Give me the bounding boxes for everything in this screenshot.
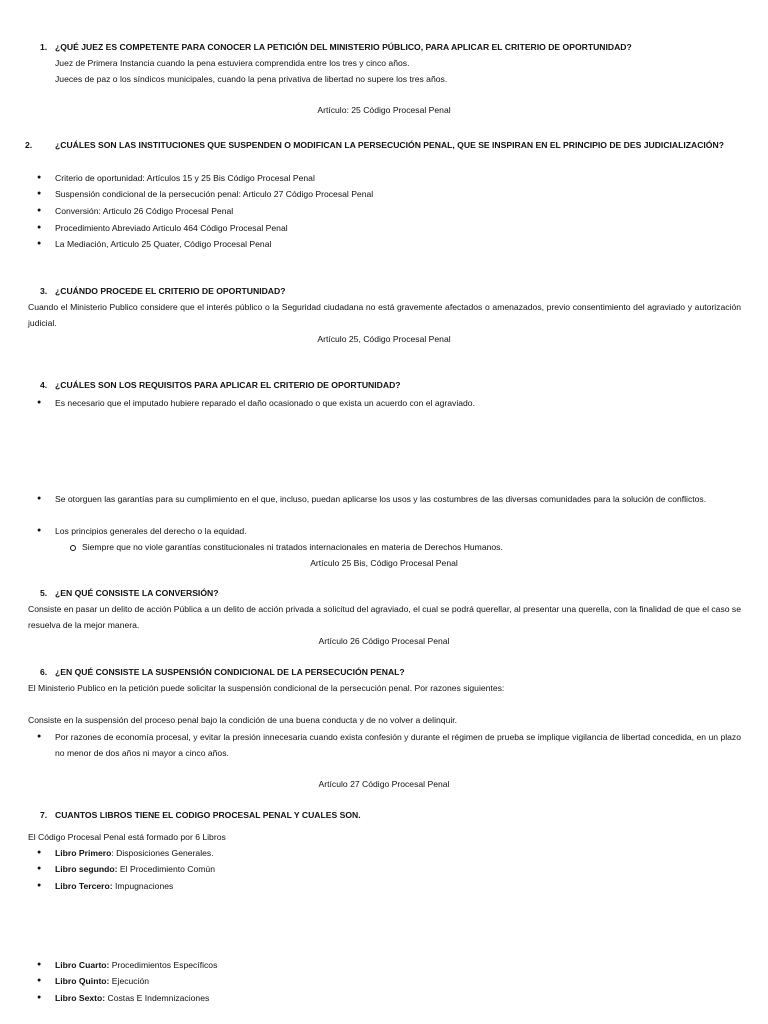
bullet-icon: ● (37, 882, 42, 889)
list-item: Procedimiento Abreviado Articulo 464 Código Procesal Penal (55, 223, 288, 233)
question-title: ¿EN QUÉ CONSISTE LA SUSPENSIÓN CONDICIONAL DE LA PERSECUCIÓN PENAL? (55, 667, 405, 677)
question-number: 7. (40, 810, 48, 820)
answer-paragraph: Consiste en pasar un delito de acción Pública a un delito de acción privada a solicitud del agraviado, el cual se podrá querellar, al presentar una querella, con la finalidad de que el caso se resuelva de la mejor manera. (28, 604, 741, 630)
list-item: Conversión: Articulo 26 Código Procesal Penal (55, 206, 234, 216)
book-description: Procedimientos Específicos (109, 960, 218, 970)
question-number: 3. (40, 286, 48, 296)
book-item (55, 878, 741, 894)
list-item: La Mediación, Articulo 25 Quater, Código Procesal Penal (55, 239, 272, 249)
question-2-heading (25, 137, 741, 153)
article-reference: Artículo 26 Código Procesal Penal (318, 636, 450, 646)
bullet-icon: ● (37, 224, 42, 231)
bullet-icon: ● (37, 495, 42, 502)
list-item: Por razones de economía procesal, y evitar la presión innecesaria cuando exista confesión y durante el régimen de prueba se implique vigilancia de libertad concedida, en un plazo no menor de dos años ni mayor a cinco años. (55, 732, 741, 758)
answer-paragraph: El Código Procesal Penal está formado por 6 Libros (28, 832, 226, 842)
bullet-icon: ● (37, 399, 42, 406)
article-reference: Artículo 27 Código Procesal Penal (318, 779, 450, 789)
book-item (55, 990, 741, 1006)
list-item: Los principios generales del derecho o la equidad. (55, 526, 247, 536)
question-3-heading (40, 283, 742, 299)
bullet-icon: ● (37, 207, 42, 214)
answer-paragraph: Consiste en la suspensión del proceso penal bajo la condición de una buena conducta y de no volver a delinquir. (28, 715, 458, 725)
question-title: ¿CUÁLES SON LAS INSTITUCIONES QUE SUSPENDEN O MODIFICAN LA PERSECUCIÓN PENAL, QUE SE INSPIRAN EN EL PRINCIPIO DE DES JUDICIALIZACIÓN? (55, 140, 724, 150)
bullet-icon: ● (37, 527, 42, 534)
book-item (55, 861, 741, 877)
list-item: Suspensión condicional de la persecución penal: Articulo 27 Código Procesal Penal (55, 189, 374, 199)
bullet-icon: ● (37, 849, 42, 856)
question-title: ¿CUÁLES SON LOS REQUISITOS PARA APLICAR EL CRITERIO DE OPORTUNIDAD? (55, 380, 401, 390)
sub-list-item: Siempre que no viole garantías constitucionales ni tratados internacionales en materia de Derechos Humanos. (82, 542, 503, 552)
question-title: ¿QUÉ JUEZ ES COMPETENTE PARA CONOCER LA PETICIÓN DEL MINISTERIO PÚBLICO, PARA APLICAR EL CRITERIO DE OPORTUNIDAD? (55, 42, 632, 52)
book-description: El Procedimiento Común (117, 864, 215, 874)
question-6-heading (40, 664, 742, 680)
question-number: 5. (40, 588, 48, 598)
article-reference: Artículo: 25 Código Procesal Penal (317, 105, 451, 115)
question-number: 1. (40, 42, 48, 52)
article-reference: Artículo 25 Bis, Código Procesal Penal (310, 558, 458, 568)
bullet-icon: ● (37, 994, 42, 1001)
question-number: 2. (25, 140, 33, 150)
answer-line: Juez de Primera Instancia cuando la pena estuviera comprendida entre los tres y cinco años. (55, 58, 410, 68)
book-item (55, 957, 741, 973)
answer-paragraph: El Ministerio Publico en la petición puede solicitar la suspensión condicional de la persecución penal. Por razones siguientes: (28, 683, 505, 693)
bullet-icon: ● (37, 977, 42, 984)
question-title: CUANTOS LIBROS TIENE EL CODIGO PROCESAL PENAL Y CUALES SON. (55, 810, 361, 820)
question-1-heading (40, 39, 742, 55)
book-item (55, 845, 741, 861)
book-description: Impugnaciones (112, 881, 174, 891)
book-description: : Disposiciones Generales. (111, 848, 214, 858)
book-name: Libro Tercero: (55, 881, 113, 891)
sub-bullet-icon (70, 545, 76, 551)
answer-paragraph: Cuando el Ministerio Publico considere que el interés público o la Seguridad ciudadana no está gravemente afectados o amenazados, previo consentimiento del agraviado y autorización judicial. (28, 302, 741, 328)
book-name: Libro Quinto: (55, 976, 110, 986)
question-number: 4. (40, 380, 48, 390)
list-item: Es necesario que el imputado hubiere reparado el daño ocasionado o que exista un acuerdo con el agraviado. (55, 398, 475, 408)
bullet-icon: ● (37, 733, 42, 740)
bullet-icon: ● (37, 865, 42, 872)
book-item (55, 973, 741, 989)
question-title: ¿CUÁNDO PROCEDE EL CRITERIO DE OPORTUNIDAD? (55, 286, 286, 296)
book-name: Libro Sexto: (55, 993, 106, 1003)
bullet-icon: ● (37, 961, 42, 968)
book-description: Costas E Indemnizaciones (105, 993, 210, 1003)
question-number: 6. (40, 667, 48, 677)
question-7-heading (40, 807, 742, 823)
list-item: Criterio de oportunidad: Artículos 15 y 25 Bis Código Procesal Penal (55, 173, 315, 183)
bullet-icon: ● (37, 174, 42, 181)
article-reference: Artículo 25, Código Procesal Penal (317, 334, 451, 344)
question-4-heading (40, 377, 742, 393)
answer-line: Jueces de paz o los síndicos municipales, cuando la pena privativa de libertad no supere los tres años. (55, 74, 448, 84)
list-item: Se otorguen las garantías para su cumplimiento en el que, incluso, puedan aplicarse los usos y las costumbres de las diversas comunidades para la solución de conflictos. (55, 494, 707, 504)
question-5-heading (40, 585, 742, 601)
bullet-icon: ● (37, 240, 42, 247)
book-name: Libro Cuarto: (55, 960, 110, 970)
book-description: Ejecución (109, 976, 150, 986)
question-title: ¿EN QUÉ CONSISTE LA CONVERSIÓN? (55, 588, 219, 598)
bullet-icon: ● (37, 190, 42, 197)
book-name: Libro Primero (55, 848, 112, 858)
book-name: Libro segundo: (55, 864, 118, 874)
